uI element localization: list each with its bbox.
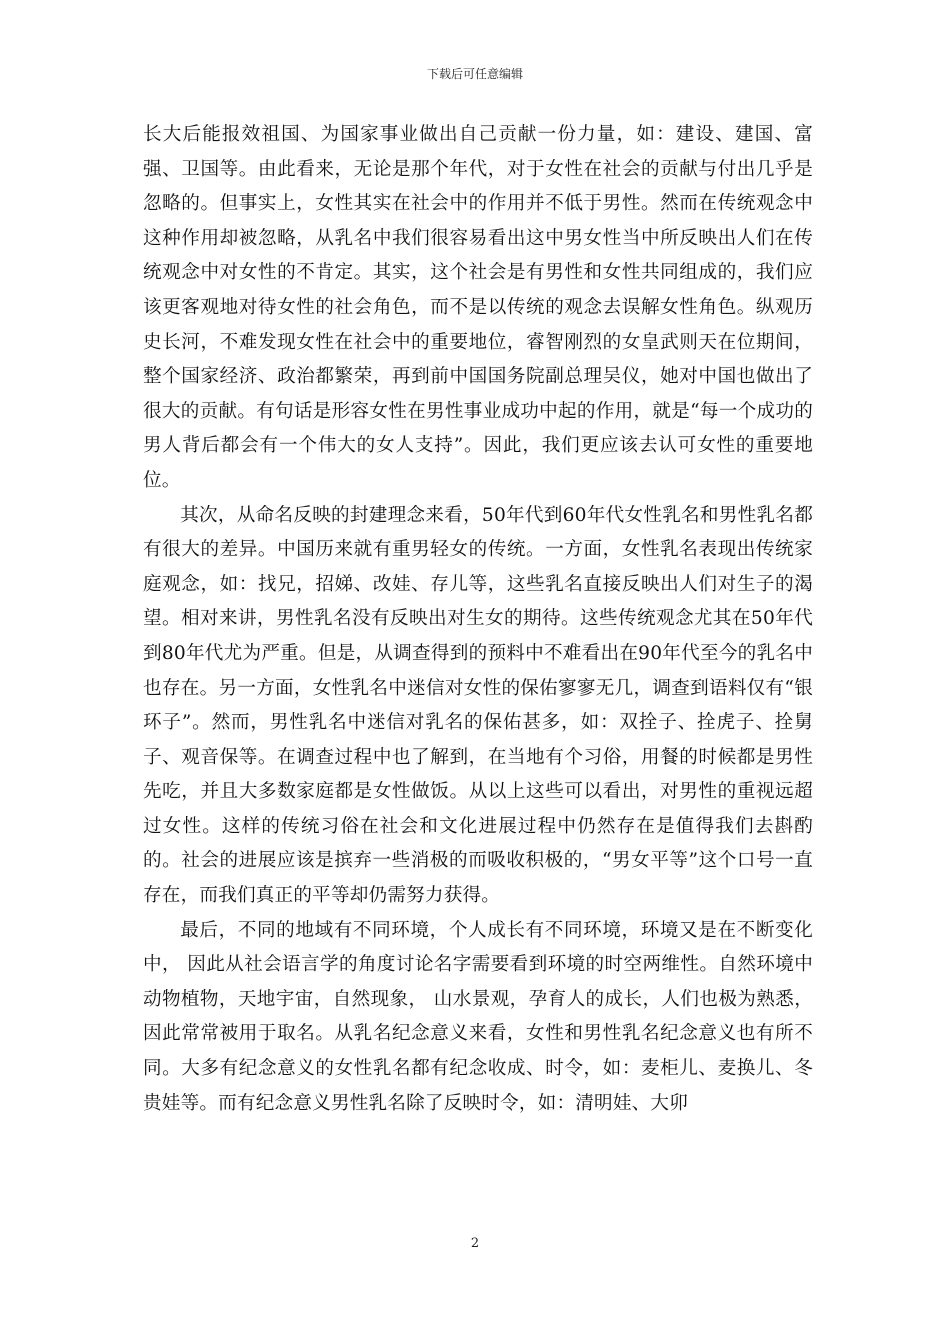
page-number: 2 (470, 1236, 480, 1251)
paragraph-environment: 最后，不同的地域有不同环境，个人成长有不同环境，环境又是在不断变化中， 因此从社会语言学的角度讨论名字需要看到环境的时空两维性。自然环境中动物植物，天地宇宙，自然现象， 山水景观，孕育人的成长，人们也极为熟悉，因此常常被用于取名。从乳名纪念意义来看，女性和男性乳名纪念意义也有所不同。大多有纪念意义的女性乳名都有纪念收成、时令，如：麦柜儿、麦换儿、冬贵娃等。而有纪念意义男性乳名除了反映时令，如：清明娃、大卯 (143, 919, 813, 1114)
paragraph-feudal-concepts: 其次，从命名反映的封建理念来看，50年代到60年代女性乳名和男性乳名都有很大的差异。中国历来就有重男轻女的传统。一方面，女性乳名表现出传统家庭观念，如：找兄，招娣、改娃、存儿等，这些乳名直接反映出人们对生子的渴望。相对来讲，男性乳名没有反映出对生女的期待。这些传统观念尤其在50年代到80年代尤为严重。但是，从调查得到的预料中不难看出在90年代至今的乳名中也存在。另一方面，女性乳名中迷信对女性的保佑寥寥无几，调查到语料仅有“银环子”。然而，男性乳名中迷信对乳名的保佑甚多，如：双拴子、拴虎子、拴舅子、观音保等。在调查过程中也了解到，在当地有个习俗，用餐的时候都是男性先吃，并且大多数家庭都是女性做饭。从以上这些可以看出，对男性的重视远超过女性。这样的传统习俗在社会和文化进展过程中仍然存在是值得我们去斟酌的。社会的进展应该是摈弃一些消极的而吸收积极的，“男女平等”这个口号一直存在，而我们真正的平等却仍需努力获得。 (143, 504, 813, 907)
paragraph-continued: 长大后能报效祖国、为国家事业做出自己贡献一份力量，如：建设、建国、富强、卫国等。由此看来，无论是那个年代，对于女性在社会的贡献与付出几乎是忽略的。但事实上，女性其实在社会中的作用并不低于男性。然而在传统观念中这种作用却被忽略，从乳名中我们很容易看出这中男女性当中所反映出人们在传统观念中对女性的不肯定。其实，这个社会是有男性和女性共同组成的，我们应该更客观地对待女性的社会角色，而不是以传统的观念去误解女性角色。纵观历史长河，不难发现女性在社会中的重要地位，睿智刚烈的女皇武则天在位期间，整个国家经济、政治都繁荣，再到前中国国务院副总理吴仪，她对中国也做出了很大的贡献。有句话是形容女性在男性事业成功中起的作用，就是“每一个成功的男人背后都会有一个伟大的女人支持”。因此，我们更应该去认可女性的重要地位。 (143, 124, 813, 491)
document-body (143, 118, 813, 1121)
page-header: 下载后可任意编辑 (426, 67, 523, 81)
